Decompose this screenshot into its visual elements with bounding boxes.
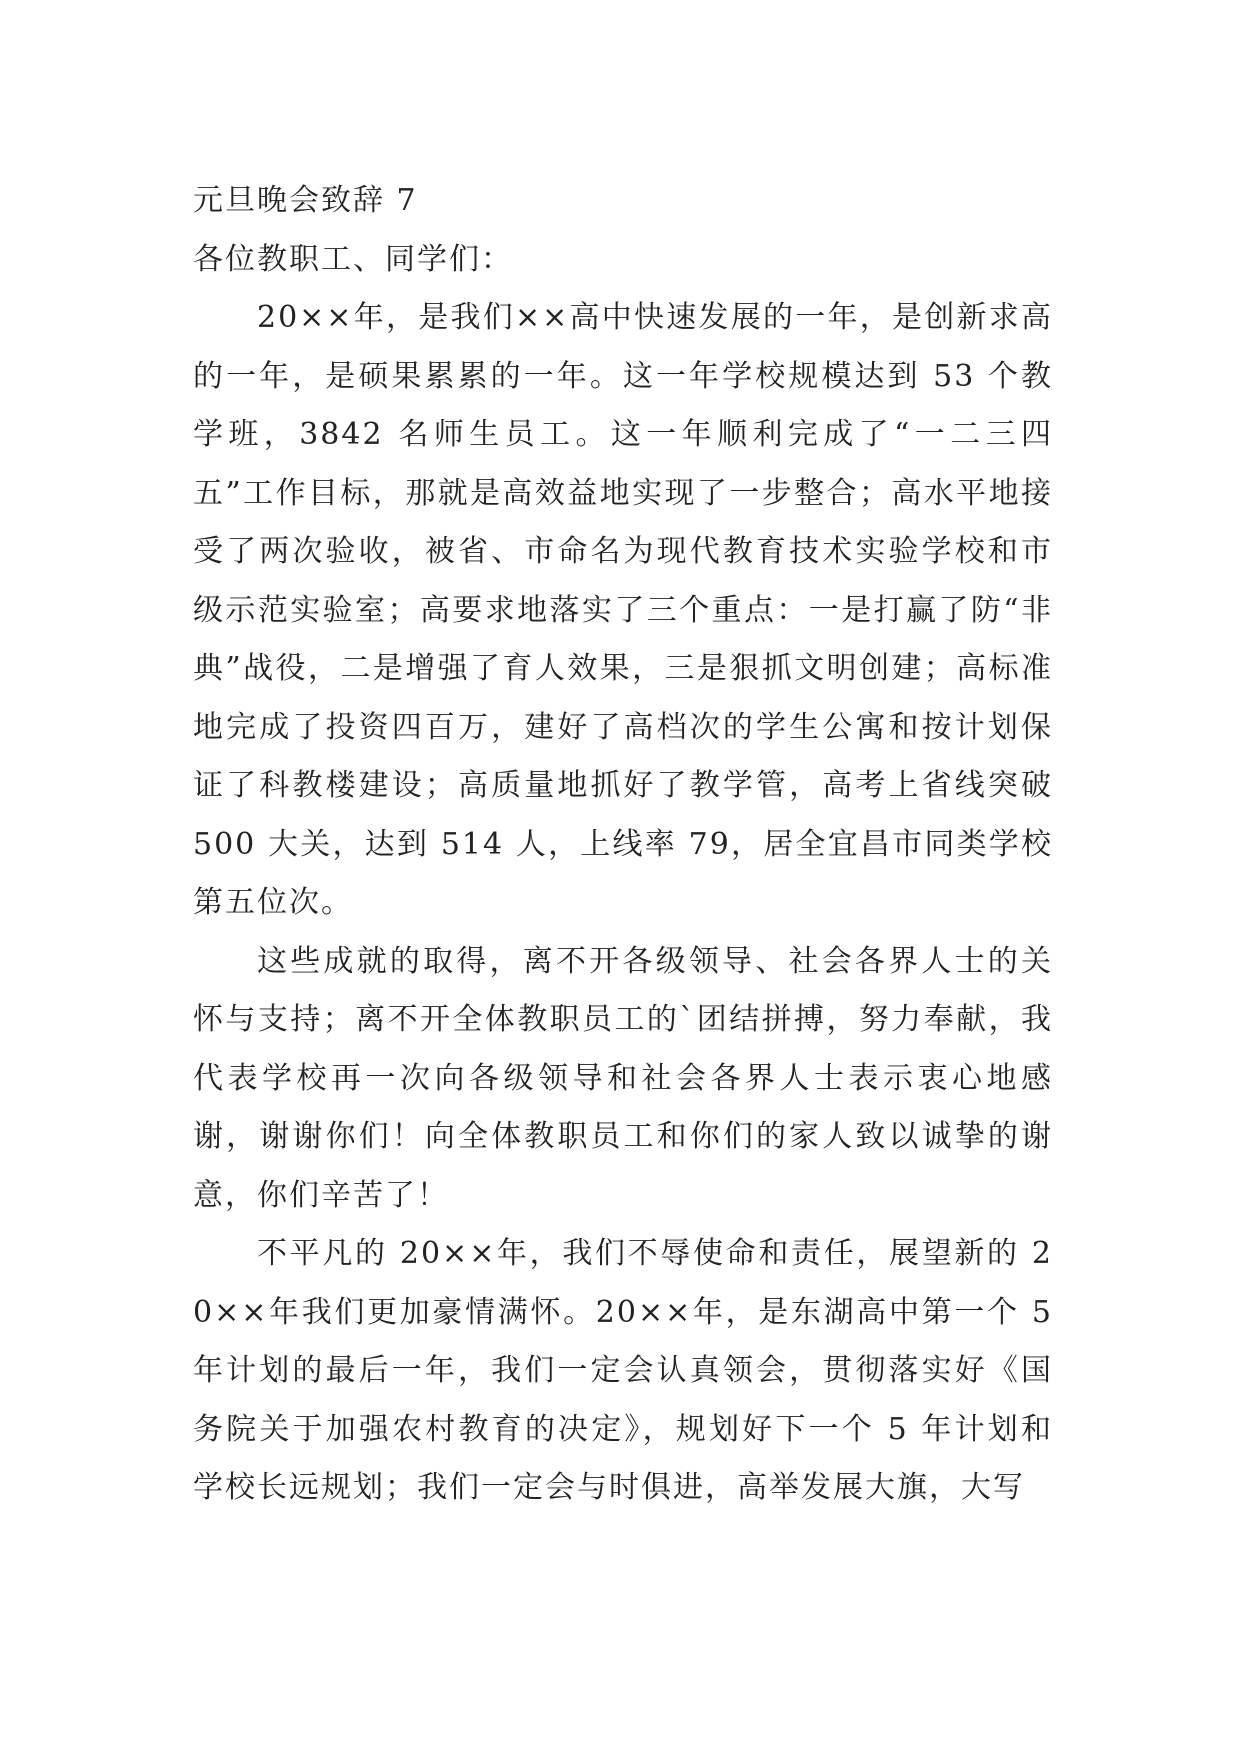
document-title: 元旦晚会致辞 7	[193, 183, 418, 218]
document-body	[193, 172, 1053, 1518]
salutation: 各位教职工、同学们：	[193, 241, 513, 277]
paragraph-outlook: 不平凡的 20××年，我们不辱使命和责任，展望新的 20××年我们更加豪情满怀。20××年，是东湖高中第一个 5 年计划的最后一年，我们一定会认真领会，贯彻落实好《国务院关于加强农村教育的决定》，规划好下一个 5 年计划和学校长远规划；我们一定会与时俱进，高举发展大旗，大写	[193, 1236, 1053, 1505]
paragraph-thanks: 这些成就的取得，离不开各级领导、社会各界人士的关怀与支持；离不开全体教职员工的`团结拼搏，努力奉献，我代表学校再一次向各级领导和社会各界人士表示衷心地感谢，谢谢你们！向全体教职员工和你们的家人致以诚挚的谢意，你们辛苦了！	[193, 943, 1053, 1213]
paragraph-achievements: 20××年，是我们××高中快速发展的一年，是创新求高的一年，是硕果累累的一年。这一年学校规模达到 53 个教学班，3842 名师生员工。这一年顺利完成了“一二三四五”工作目标，那就是高效益地实现了一步整合；高水平地接受了两次验收，被省、市命名为现代教育技术实验学校和市级示范实验室；高要求地落实了三个重点：一是打赢了防“非典”战役，二是增强了育人效果，三是狠抓文明创建；高标准地完成了投资四百万，建好了高档次的学生公寓和按计划保证了科教楼建设；高质量地抓好了教学管，高考上省线突破 500 大关，达到 514 人，上线率 79，居全宜昌市同类学校第五位次。	[193, 300, 1053, 920]
